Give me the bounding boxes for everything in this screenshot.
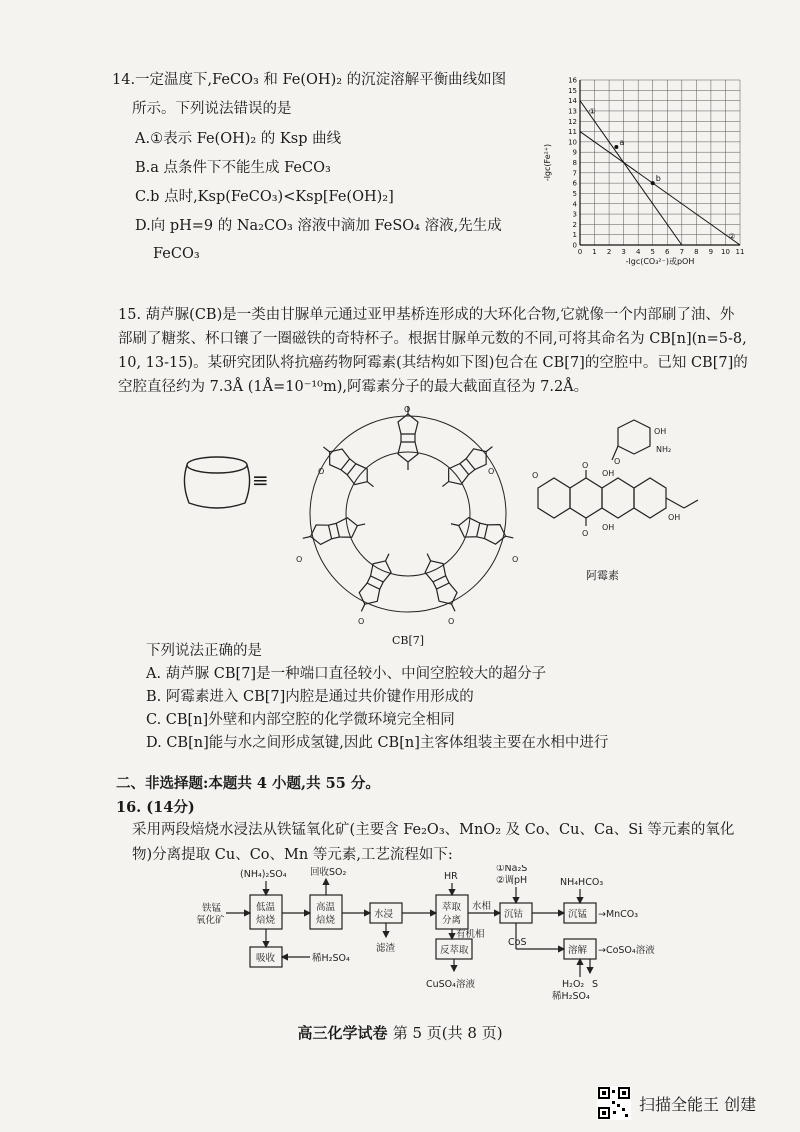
- q14-option-a: A.①表示 Fe(OH)₂ 的 Ksp 曲线: [135, 131, 342, 147]
- svg-text:CuSO₄溶液: CuSO₄溶液: [426, 979, 475, 990]
- series-line-2: [580, 132, 740, 245]
- point-label-b: b: [655, 174, 661, 184]
- svg-text:(NH₄)₂SO₄: (NH₄)₂SO₄: [240, 869, 287, 880]
- y-tick-label: 11: [568, 128, 577, 137]
- scanner-brand-text: 扫描全能王 创建: [639, 1094, 757, 1114]
- q15-option-c: C. CB[n]外壁和内部空腔的化学微环境完全相同: [146, 712, 455, 728]
- y-tick-label: 2: [572, 220, 577, 229]
- svg-text:②调pH: ②调pH: [496, 875, 528, 886]
- svg-text:溶解: 溶解: [568, 945, 588, 956]
- svg-text:稀H₂SO₄: 稀H₂SO₄: [312, 953, 350, 964]
- svg-text:沉钴: 沉钴: [504, 909, 524, 920]
- y-axis-label: -lgc(Fe²⁺): [543, 143, 552, 182]
- svg-text:NH₂: NH₂: [656, 445, 672, 454]
- curve-label-2: ②: [728, 231, 736, 241]
- q14-option-c: C.b 点时,Ksp(FeCO₃)<Ksp[Fe(OH)₂]: [135, 189, 394, 205]
- svg-text:→MnCO₃: →MnCO₃: [598, 909, 639, 920]
- cb7-label: CB[7]: [392, 634, 425, 647]
- svg-text:水相: 水相: [472, 901, 492, 912]
- y-tick-label: 8: [572, 159, 577, 167]
- q14-option-d: D.向 pH=9 的 Na₂CO₃ 溶液中滴加 FeSO₄ 溶液,先生成: [135, 218, 502, 234]
- x-tick-label: 11: [735, 248, 745, 256]
- svg-text:吸收: 吸收: [256, 953, 276, 964]
- svg-text:水浸: 水浸: [374, 909, 394, 920]
- point-label-a: a: [619, 138, 625, 148]
- svg-text:滤渣: 滤渣: [376, 943, 396, 954]
- q15-paragraph: [118, 303, 748, 399]
- y-tick-label: 5: [572, 189, 577, 198]
- svg-text:萃取: 萃取: [442, 902, 462, 913]
- q14-option-d-cont: FeCO₃: [153, 246, 200, 262]
- svg-text:反萃取: 反萃取: [440, 945, 469, 956]
- page-footer: [0, 1022, 800, 1043]
- x-tick-label: 1: [592, 248, 597, 256]
- y-tick-label: 16: [568, 76, 577, 85]
- y-tick-label: 15: [568, 86, 577, 95]
- q15-question: 下列说法正确的是: [146, 643, 262, 659]
- svg-text:OH: OH: [668, 513, 681, 522]
- x-tick-label: 8: [694, 248, 699, 256]
- svg-text:NH₄HCO₃: NH₄HCO₃: [560, 877, 604, 888]
- footer-title: 高三化学试卷: [297, 1024, 388, 1042]
- svg-text:O: O: [582, 461, 589, 470]
- q14-stem-line1: 14.一定温度下,FeCO₃ 和 Fe(OH)₂ 的沉淀溶解平衡曲线如图: [112, 72, 507, 88]
- y-tick-label: 6: [572, 179, 577, 188]
- y-tick-label: 7: [572, 169, 577, 178]
- svg-text:低温: 低温: [256, 902, 276, 913]
- x-tick-label: 4: [635, 248, 641, 256]
- svg-text:OH: OH: [602, 469, 615, 478]
- process-flow-diagram: [190, 865, 750, 1005]
- svg-text:H₂O₂: H₂O₂: [562, 979, 585, 990]
- point-b: [651, 181, 655, 185]
- svg-text:焙烧: 焙烧: [256, 915, 276, 926]
- doxorubicin-label: 阿霉素: [586, 569, 619, 582]
- q16-number: 16. (14分): [116, 799, 195, 816]
- y-tick-label: 3: [572, 210, 577, 219]
- q14-stem-line2: 所示。下列说法错误的是: [132, 101, 292, 117]
- svg-text:CoS: CoS: [508, 937, 527, 948]
- y-tick-label: 10: [568, 138, 577, 147]
- x-tick-label: 10: [720, 248, 730, 256]
- x-tick-label: 0: [577, 248, 583, 256]
- q15-stem: 15. 葫芦脲(CB)是一类由甘脲单元通过亚甲基桥连形成的大环化合物,它就像一个内部刷了油、外部刷了糖浆、杯口镶了一圈磁铁的奇特杯子。根据甘脲单元数的不同,可将其命名为 CB[n](n=5-8, 10, 13-15)。某研究团队将抗癌药物阿霉素(其结构如下图)包合在 CB[7]的空腔中。已知 CB[7]的空腔直径约为 7.3Å (1Å=10⁻¹⁰m),阿霉素分子的最大截面直径为 7.2Å。: [118, 307, 748, 395]
- qr-code-icon: [597, 1086, 631, 1120]
- svg-text:沉锰: 沉锰: [568, 909, 588, 920]
- svg-text:OH: OH: [602, 523, 615, 532]
- x-tick-label: 5: [650, 248, 655, 256]
- svg-text:分离: 分离: [442, 915, 462, 926]
- svg-text:铁锰: 铁锰: [202, 903, 222, 914]
- svg-text:O: O: [404, 405, 411, 414]
- y-tick-label: 9: [572, 148, 577, 157]
- svg-text:O: O: [512, 555, 519, 564]
- svg-text:O: O: [614, 457, 621, 466]
- cb7-structure: [288, 402, 528, 632]
- svg-text:O: O: [582, 529, 589, 538]
- svg-text:O: O: [488, 467, 495, 476]
- svg-text:O: O: [318, 467, 325, 476]
- svg-text:O: O: [358, 617, 365, 626]
- cup-illustration: [183, 453, 263, 513]
- q15-option-a: A. 葫芦脲 CB[7]是一种端口直径较小、中间空腔较大的超分子: [146, 666, 547, 682]
- x-tick-label: 7: [679, 248, 685, 256]
- y-tick-label: 0: [572, 241, 577, 250]
- svg-text:稀H₂SO₄: 稀H₂SO₄: [552, 991, 590, 1002]
- point-a: [614, 145, 618, 149]
- svg-text:①Na₂S: ①Na₂S: [496, 865, 528, 874]
- y-tick-label: 12: [568, 117, 577, 126]
- svg-text:O: O: [296, 555, 303, 564]
- svg-text:HR: HR: [444, 871, 458, 882]
- q15-option-b: B. 阿霉素进入 CB[7]内腔是通过共价键作用形成的: [146, 689, 474, 705]
- equiv-sign: ≡: [252, 468, 269, 492]
- y-tick-label: 14: [568, 97, 577, 106]
- solubility-chart: [538, 70, 750, 282]
- footer-page: 第 5 页(共 8 页): [392, 1024, 503, 1042]
- svg-text:O: O: [448, 617, 455, 626]
- scanner-watermark: [597, 1085, 756, 1121]
- x-tick-label: 2: [606, 248, 612, 256]
- svg-text:有机相: 有机相: [456, 929, 485, 940]
- x-axis-label: -lgc(CO₃²⁻)或pOH: [625, 257, 695, 266]
- svg-text:焙烧: 焙烧: [316, 915, 336, 926]
- x-tick-label: 3: [621, 248, 626, 256]
- doxorubicin-structure: [528, 408, 708, 568]
- svg-text:→CoSO₄溶液: →CoSO₄溶液: [598, 945, 655, 956]
- curve-label-1: ①: [588, 107, 596, 117]
- x-tick-label: 6: [665, 248, 670, 256]
- svg-text:氧化矿: 氧化矿: [196, 915, 225, 926]
- x-tick-label: 9: [708, 248, 714, 256]
- y-tick-label: 1: [572, 231, 577, 240]
- svg-text:O: O: [532, 471, 539, 480]
- svg-text:OH: OH: [654, 427, 667, 436]
- svg-text:回收SO₂: 回收SO₂: [310, 867, 347, 878]
- q16-paragraph: 采用两段焙烧水浸法从铁锰氧化矿(主要含 Fe₂O₃、MnO₂ 及 Co、Cu、Ca、Si 等元素的氧化物)分离提取 Cu、Co、Mn 等元素,工艺流程如下:: [132, 822, 735, 863]
- svg-text:高温: 高温: [316, 902, 336, 913]
- y-tick-label: 13: [568, 107, 577, 116]
- y-tick-label: 4: [572, 200, 577, 209]
- section2-heading: 二、非选择题:本题共 4 小题,共 55 分。: [116, 775, 380, 792]
- q14-option-b: B.a 点条件下不能生成 FeCO₃: [135, 160, 331, 176]
- q15-option-d: D. CB[n]能与水之间形成氢键,因此 CB[n]主客体组装主要在水相中进行: [146, 735, 609, 751]
- svg-text:S: S: [592, 979, 599, 990]
